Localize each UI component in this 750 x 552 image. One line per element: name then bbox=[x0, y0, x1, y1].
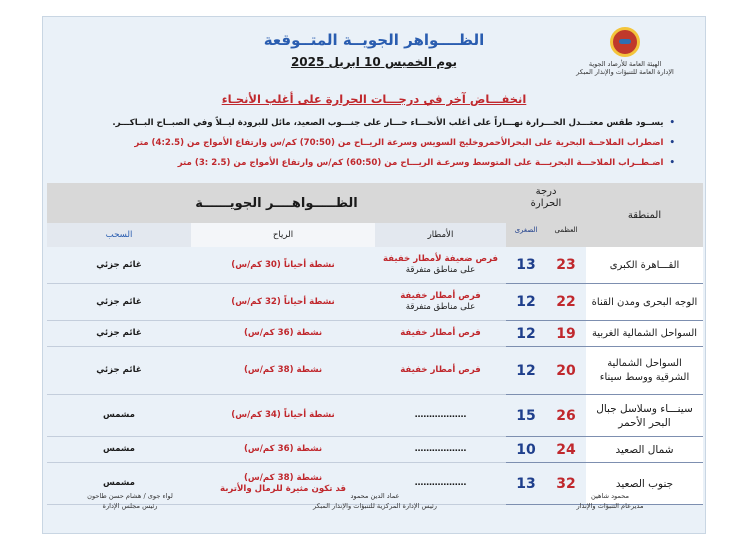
rain-cell: فرص أمطار خفيفة bbox=[375, 347, 506, 395]
rain-cell: ……………… bbox=[375, 463, 506, 505]
header-phenomena: الظـــــواهــــر الجويــــــة bbox=[47, 183, 506, 223]
page-title: الظــــواهر الجويــة المتــوقعة bbox=[263, 31, 485, 49]
max-temp: 23 bbox=[546, 247, 586, 284]
header-rain: الأمطار bbox=[375, 223, 506, 247]
header-temperature: درجة الحرارة bbox=[506, 183, 586, 213]
signature-block bbox=[55, 491, 205, 511]
wind-cell: نشطة (38 كم/س) bbox=[191, 347, 375, 395]
header-min: الصغرى bbox=[506, 213, 546, 247]
signer-title: رئيس مجلس الإدارة bbox=[102, 502, 158, 510]
bullet-text: يســود طقس معتـــدل الحـــرارة نهـــاراً على أغلب الأنحـــاء حـــار على جنـــوب الصعيد، مائل للبرودة ليــلاً وفي الصبــاح البــاكـــر. bbox=[112, 118, 664, 128]
signer-name: عماد الدين محمود bbox=[350, 492, 400, 500]
rain-cell: ……………… bbox=[375, 395, 506, 437]
max-temp: 24 bbox=[546, 437, 586, 463]
clouds-cell: مشمس bbox=[47, 395, 191, 437]
header-region: المنطقة bbox=[586, 183, 703, 247]
region-cell: سينـــاء وسلاسل جبال البحر الأحمر bbox=[586, 395, 703, 437]
rain-text: فرص أمطار خفيفة bbox=[400, 291, 481, 301]
clouds-cell: مشمس bbox=[47, 437, 191, 463]
header-clouds: السحب bbox=[47, 223, 191, 247]
region-cell: السواحل الشمالية الغربية bbox=[586, 321, 703, 347]
min-temp: 10 bbox=[506, 437, 546, 463]
wind-cell: نشطة أحياناً (30 كم/س) bbox=[191, 247, 375, 284]
forecast-date: يوم الخميس 10 ابريل 2025 bbox=[290, 55, 458, 69]
signer-name: لواء جوى / هشام حسن طاحون bbox=[87, 492, 173, 500]
bullet-icon: • bbox=[669, 138, 675, 148]
bullet-icon: • bbox=[669, 158, 675, 168]
signer-title: رئيس الإدارة المركزية للتنبؤات والإنذار المبكر bbox=[313, 502, 437, 510]
max-temp: 32 bbox=[546, 463, 586, 505]
rain-subtext: على مناطق متفرقة bbox=[405, 265, 476, 275]
min-temp: 15 bbox=[506, 395, 546, 437]
header-max: العظمى bbox=[546, 213, 586, 247]
region-cell: السواحل الشمالية الشرقية ووسط سيناء bbox=[586, 347, 703, 395]
region-cell: الوجه البحرى ومدن القناة bbox=[586, 284, 703, 321]
rain-cell bbox=[375, 247, 506, 284]
region-cell: جنوب الصعيد bbox=[586, 463, 703, 505]
clouds-cell: غائم جزئي bbox=[47, 347, 191, 395]
clouds-cell: غائم جزئي bbox=[47, 321, 191, 347]
region-cell: القـــاهرة الكبرى bbox=[586, 247, 703, 284]
signer-title: مديرعام التنبؤات والإنذار bbox=[576, 502, 644, 510]
rain-cell: فرص أمطار خفيفة bbox=[375, 321, 506, 347]
signature-block bbox=[265, 491, 485, 511]
signature-block bbox=[535, 491, 685, 511]
max-temp: 26 bbox=[546, 395, 586, 437]
wind-cell: نشطة أحياناً (34 كم/س) bbox=[191, 395, 375, 437]
clouds-cell: غائم جزئي bbox=[47, 247, 191, 284]
bullet-item bbox=[134, 138, 675, 148]
rain-subtext: على مناطق متفرقة bbox=[405, 302, 476, 312]
rain-cell bbox=[375, 284, 506, 321]
forecast-sheet bbox=[42, 16, 706, 534]
signer-name: محمود شاهين bbox=[590, 492, 630, 500]
org-department: الإدارة العامة للتنبؤات والإنذار المبكر bbox=[576, 68, 674, 76]
header-wind: الرياح bbox=[191, 223, 375, 247]
rain-text: فرص ضعيفة لأمطار خفيفة bbox=[382, 254, 499, 264]
wind-subtext: قد تكون مثيرة للرمال والأتربة bbox=[219, 483, 347, 494]
clouds-cell: مشمس bbox=[47, 463, 191, 505]
max-temp: 20 bbox=[546, 347, 586, 395]
min-temp: 13 bbox=[506, 463, 546, 505]
clouds-cell: غائم جزئي bbox=[47, 284, 191, 321]
headline: انخفـــاض آخر في درجـــات الحرارة على أغلب الأنحـاء bbox=[221, 92, 527, 106]
rain-cell: ……………… bbox=[375, 437, 506, 463]
wind-cell: نشطة (36 كم/س) bbox=[191, 321, 375, 347]
bullet-text: اضـطــراب الملاحـــة البحريـــة على المتوسط وسرعـة الريـــاح من (60:50) كم/س وارتفاع الأمواج من (2.5 :3) متر bbox=[177, 158, 664, 168]
forecast-table bbox=[47, 183, 703, 521]
bullet-icon: • bbox=[669, 118, 675, 128]
region-cell: شمال الصعيد bbox=[586, 437, 703, 463]
wind-cell: نشطة أحياناً (32 كم/س) bbox=[191, 284, 375, 321]
bullet-text: اضطراب الملاحــة البحرية على البحرالأحمروخليج السويس وسرعة الريــاح من (70:50) كم/س وارتفاع الأمواج من (4:2.5) متر bbox=[134, 138, 664, 148]
org-name: الهيئة العامة للأرصاد الجوية bbox=[588, 60, 662, 68]
min-temp: 12 bbox=[506, 347, 546, 395]
wind-text: نشطة (38 كم/س) bbox=[243, 472, 323, 483]
max-temp: 19 bbox=[546, 321, 586, 347]
min-temp: 12 bbox=[506, 284, 546, 321]
bullet-item bbox=[112, 118, 675, 128]
max-temp: 22 bbox=[546, 284, 586, 321]
bullet-item bbox=[178, 158, 675, 168]
min-temp: 12 bbox=[506, 321, 546, 347]
wind-cell: نشطة (36 كم/س) bbox=[191, 437, 375, 463]
min-temp: 13 bbox=[506, 247, 546, 284]
